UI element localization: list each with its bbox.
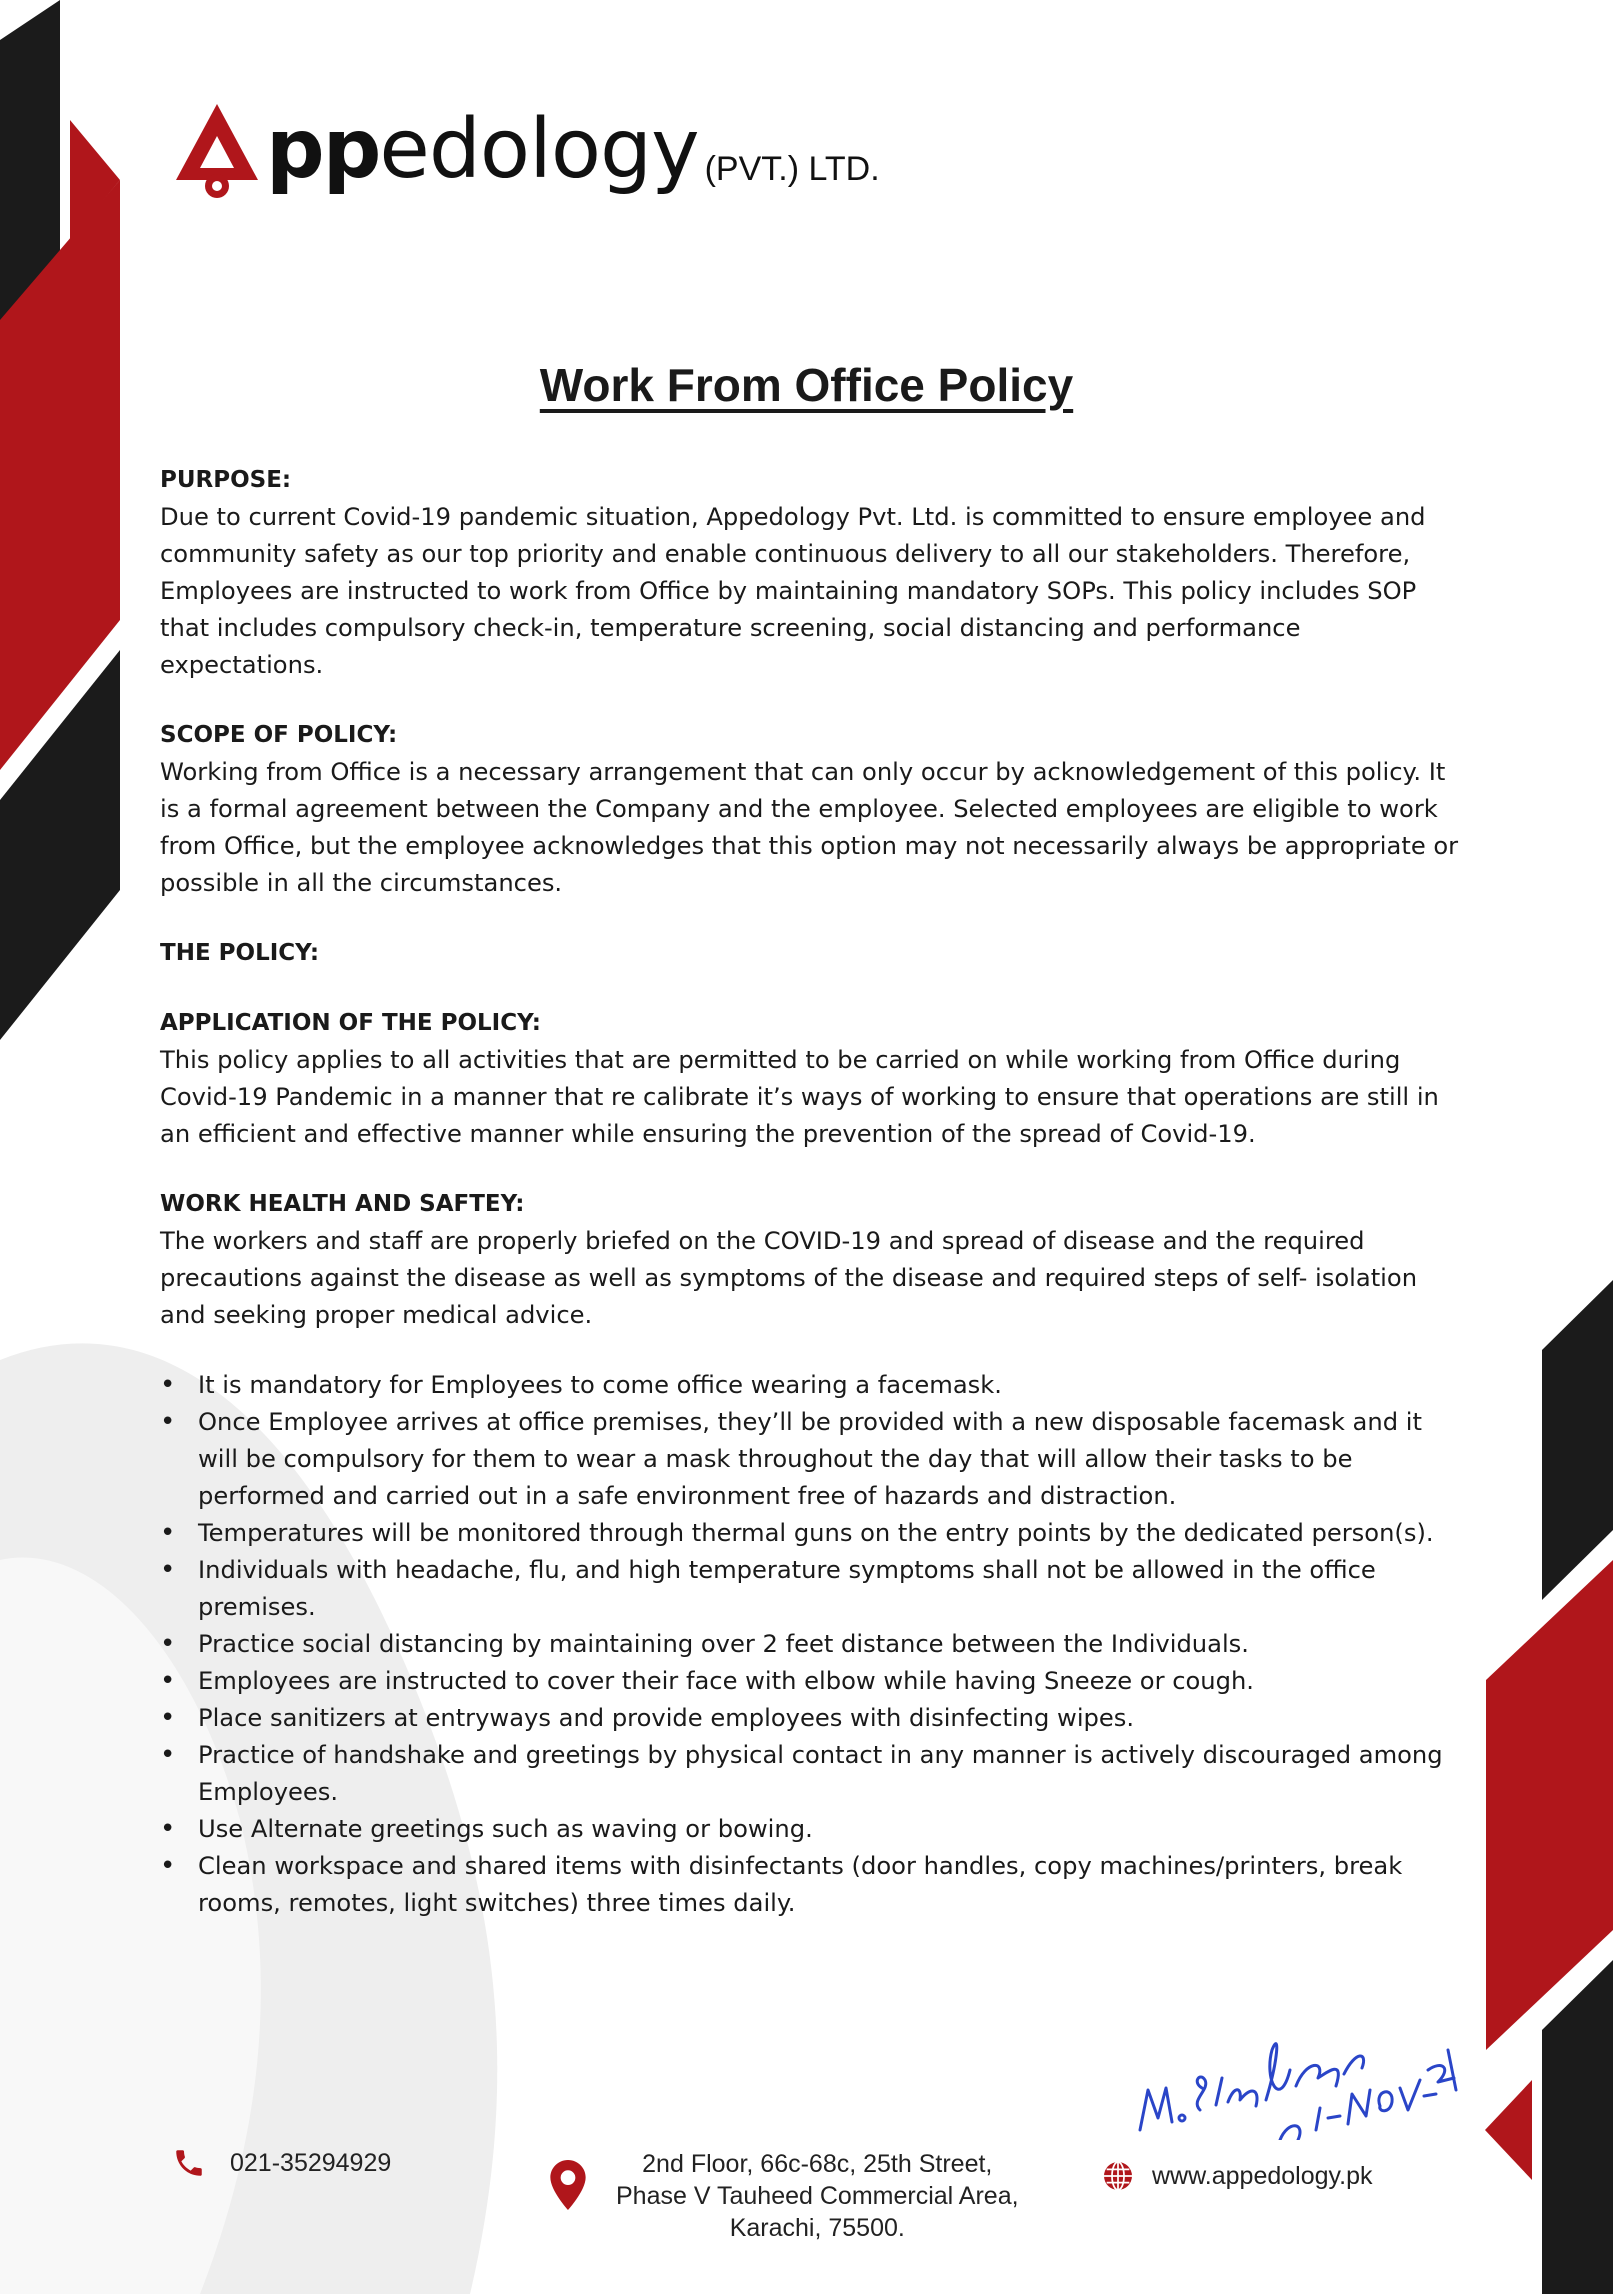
list-item: • Practice social distancing by maintaining over 2 feet distance between the Individuals. [198,1626,1460,1663]
section-body: The workers and staff are properly briefed on the COVID-19 and spread of disease and the required precautions against the disease as well as symptoms of the disease and required steps of self- isolation and seeking proper medical advice. [160,1227,1418,1329]
list-item: • Clean workspace and shared items with disinfectants (door handles, copy machines/printers, break rooms, remotes, light switches) three times daily. [198,1848,1460,1922]
section-application [160,1005,1460,1153]
section-scope [160,717,1460,902]
handwritten-signature [1130,1990,1460,2140]
right-black-band-lower [1542,1960,1613,2294]
address-line: 2nd Floor, 66c-68c, 25th Street, [642,2150,993,2178]
phone-icon [172,2146,206,2180]
logo-text-bold: pp [266,102,380,197]
section-heading: THE POLICY: [160,940,320,966]
list-item: • Place sanitizers at entryways and provide employees with disinfecting wipes. [198,1700,1460,1737]
location-pin-icon [550,2160,586,2210]
section-health-safety [160,1186,1460,1334]
section-body: This policy applies to all activities that are permitted to be carried on while working from Office during Covid-19 Pandemic in a manner that re calibrate it’s ways of working to ensure that operations are still in an efficient and effective manner while ensuring the prevention of the spread of Covid-19. [160,1046,1439,1148]
section-heading: WORK HEALTH AND SAFTEY: [160,1191,525,1217]
list-item: • Employees are instructed to cover their face with elbow while having Sneeze or cough. [198,1663,1460,1700]
list-item: • Use Alternate greetings such as waving or bowing. [198,1811,1460,1848]
list-item: • Once Employee arrives at office premises, they’ll be provided with a new disposable facemask and it will be compulsory for them to wear a mask throughout the day that will allow their tasks to be performed and carried out in a safe environment free of hazards and distraction. [198,1404,1460,1515]
list-item: • Individuals with headache, flu, and high temperature symptoms shall not be allowed in the office premises. [198,1552,1460,1626]
address-text [616,2148,1019,2244]
document-title: Work From Office Policy [539,359,1074,411]
logo-suffix: (PVT.) LTD. [704,150,880,188]
right-red-arrow [1485,2080,1532,2180]
address-line: Karachi, 75500. [729,2214,905,2242]
address-line: Phase V Tauheed Commercial Area, [616,2182,1019,2210]
safety-bullet-list [160,1367,1460,1922]
list-item: • Temperatures will be monitored through thermal guns on the entry points by the dedicated person(s). [198,1515,1460,1552]
company-logo [172,95,880,205]
right-red-band [1486,1560,1613,2050]
section-body: Due to current Covid-19 pandemic situation, Appedology Pvt. Ltd. is committed to ensure employee and community safety as our top priority and enable continuous delivery to all our stakeholders. Therefore, Employees are instructed to work from Office by maintaining mandatory SOPs. This policy includes SOP that includes compulsory check-in, temperature screening, social distancing and performance expectations. [160,503,1426,679]
section-body: Working from Office is a necessary arrangement that can only occur by acknowledgement of this policy. It is a formal agreement between the Company and the employee. Selected employees are eligible to work from Office, but the employee acknowledges that this option may not necessarily always be appropriate or possible in all the circumstances. [160,758,1459,897]
section-purpose [160,462,1460,684]
section-heading: SCOPE OF POLICY: [160,722,398,748]
spacer [160,972,1460,1005]
list-item: • It is mandatory for Employees to come office wearing a facemask. [198,1367,1460,1404]
section-heading: PURPOSE: [160,467,292,493]
section-the-policy [160,935,1460,1005]
footer-phone [172,2146,391,2180]
website-url: www.appedology.pk [1152,2161,1373,2190]
logo-text-regular: edology [379,102,699,197]
right-black-band [1542,1280,1613,1600]
document-body [160,462,1460,1922]
phone-number: 021-35294929 [230,2148,392,2177]
footer-address [550,2148,1019,2244]
section-heading: APPLICATION OF THE POLICY: [160,1010,541,1036]
footer-website [1102,2160,1373,2192]
logo-mark-icon [172,100,262,200]
globe-icon [1102,2160,1134,2192]
list-item: • Practice of handshake and greetings by physical contact in any manner is actively discouraged among Employees. [198,1737,1460,1811]
